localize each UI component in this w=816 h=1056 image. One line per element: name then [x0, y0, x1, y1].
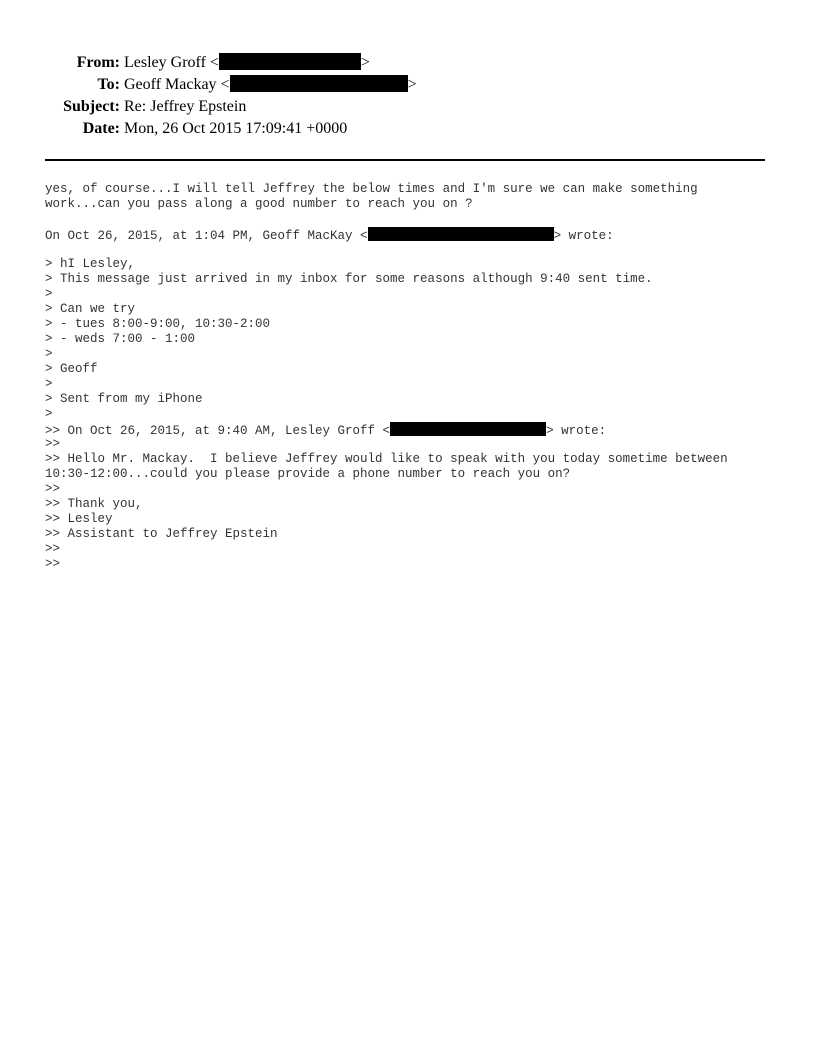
to-name: Geoff Mackay < [124, 76, 230, 93]
redaction-bar [219, 53, 361, 70]
body-line: >> [45, 542, 61, 556]
body-line: > [45, 347, 53, 361]
to-value [124, 74, 417, 96]
redaction-bar [368, 227, 554, 241]
from-row [0, 52, 816, 74]
email-header [0, 52, 816, 140]
date-row [0, 118, 816, 140]
redaction-bar [230, 75, 408, 92]
from-bracket: > [360, 54, 370, 71]
body-line: >> Hello Mr. Mackay. I believe Jeffrey would like to speak with you today sometime between [45, 452, 728, 466]
body-line: >> [45, 557, 61, 571]
email-body [45, 182, 775, 572]
body-line: > - tues 8:00-9:00, 10:30-2:00 [45, 317, 271, 331]
body-line: >> Thank you, [45, 497, 143, 511]
body-line: > [45, 377, 53, 391]
body-line: >> Lesley [45, 512, 113, 526]
date-label: Date: [82, 120, 120, 137]
redaction-bar [390, 422, 546, 436]
body-line: 10:30-12:00...could you please provide a phone number to reach you on? [45, 467, 571, 481]
quote-attribution-line [45, 422, 775, 437]
body-line: >> Assistant to Jeffrey Epstein [45, 527, 278, 541]
to-label: To: [97, 76, 120, 93]
attribution-text: >> On Oct 26, 2015, at 9:40 AM, Lesley Groff < [45, 424, 391, 438]
body-line [45, 242, 775, 257]
subject-label: Subject: [63, 98, 120, 115]
attribution-text: On Oct 26, 2015, at 1:04 PM, Geoff MacKay < [45, 229, 368, 243]
body-line: > Geoff [45, 362, 98, 376]
body-line: > [45, 287, 53, 301]
date-value: Mon, 26 Oct 2015 17:09:41 +0000 [124, 120, 348, 137]
from-label: From: [76, 54, 120, 71]
attribution-suffix: > wrote: [553, 229, 614, 243]
from-value [124, 52, 370, 74]
body-line: > hI Lesley, [45, 257, 136, 271]
subject-value: Re: Jeffrey Epstein [124, 98, 247, 115]
body-line: > - weds 7:00 - 1:00 [45, 332, 196, 346]
body-line: > This message just arrived in my inbox for some reasons although 9:40 sent time. [45, 272, 653, 286]
body-line: > [45, 407, 53, 421]
body-line [45, 212, 775, 227]
body-line: > Sent from my iPhone [45, 392, 203, 406]
to-bracket: > [407, 76, 417, 93]
body-line: > Can we try [45, 302, 136, 316]
from-name: Lesley Groff < [124, 54, 219, 71]
body-line: >> [45, 437, 61, 451]
body-line: work...can you pass along a good number to reach you on ? [45, 197, 473, 211]
header-divider [45, 159, 765, 161]
body-line: >> [45, 482, 61, 496]
to-row [0, 74, 816, 96]
body-line: yes, of course...I will tell Jeffrey the below times and I'm sure we can make something [45, 182, 698, 196]
subject-row [0, 96, 816, 118]
quote-attribution-line [45, 227, 775, 242]
attribution-suffix: > wrote: [546, 424, 607, 438]
